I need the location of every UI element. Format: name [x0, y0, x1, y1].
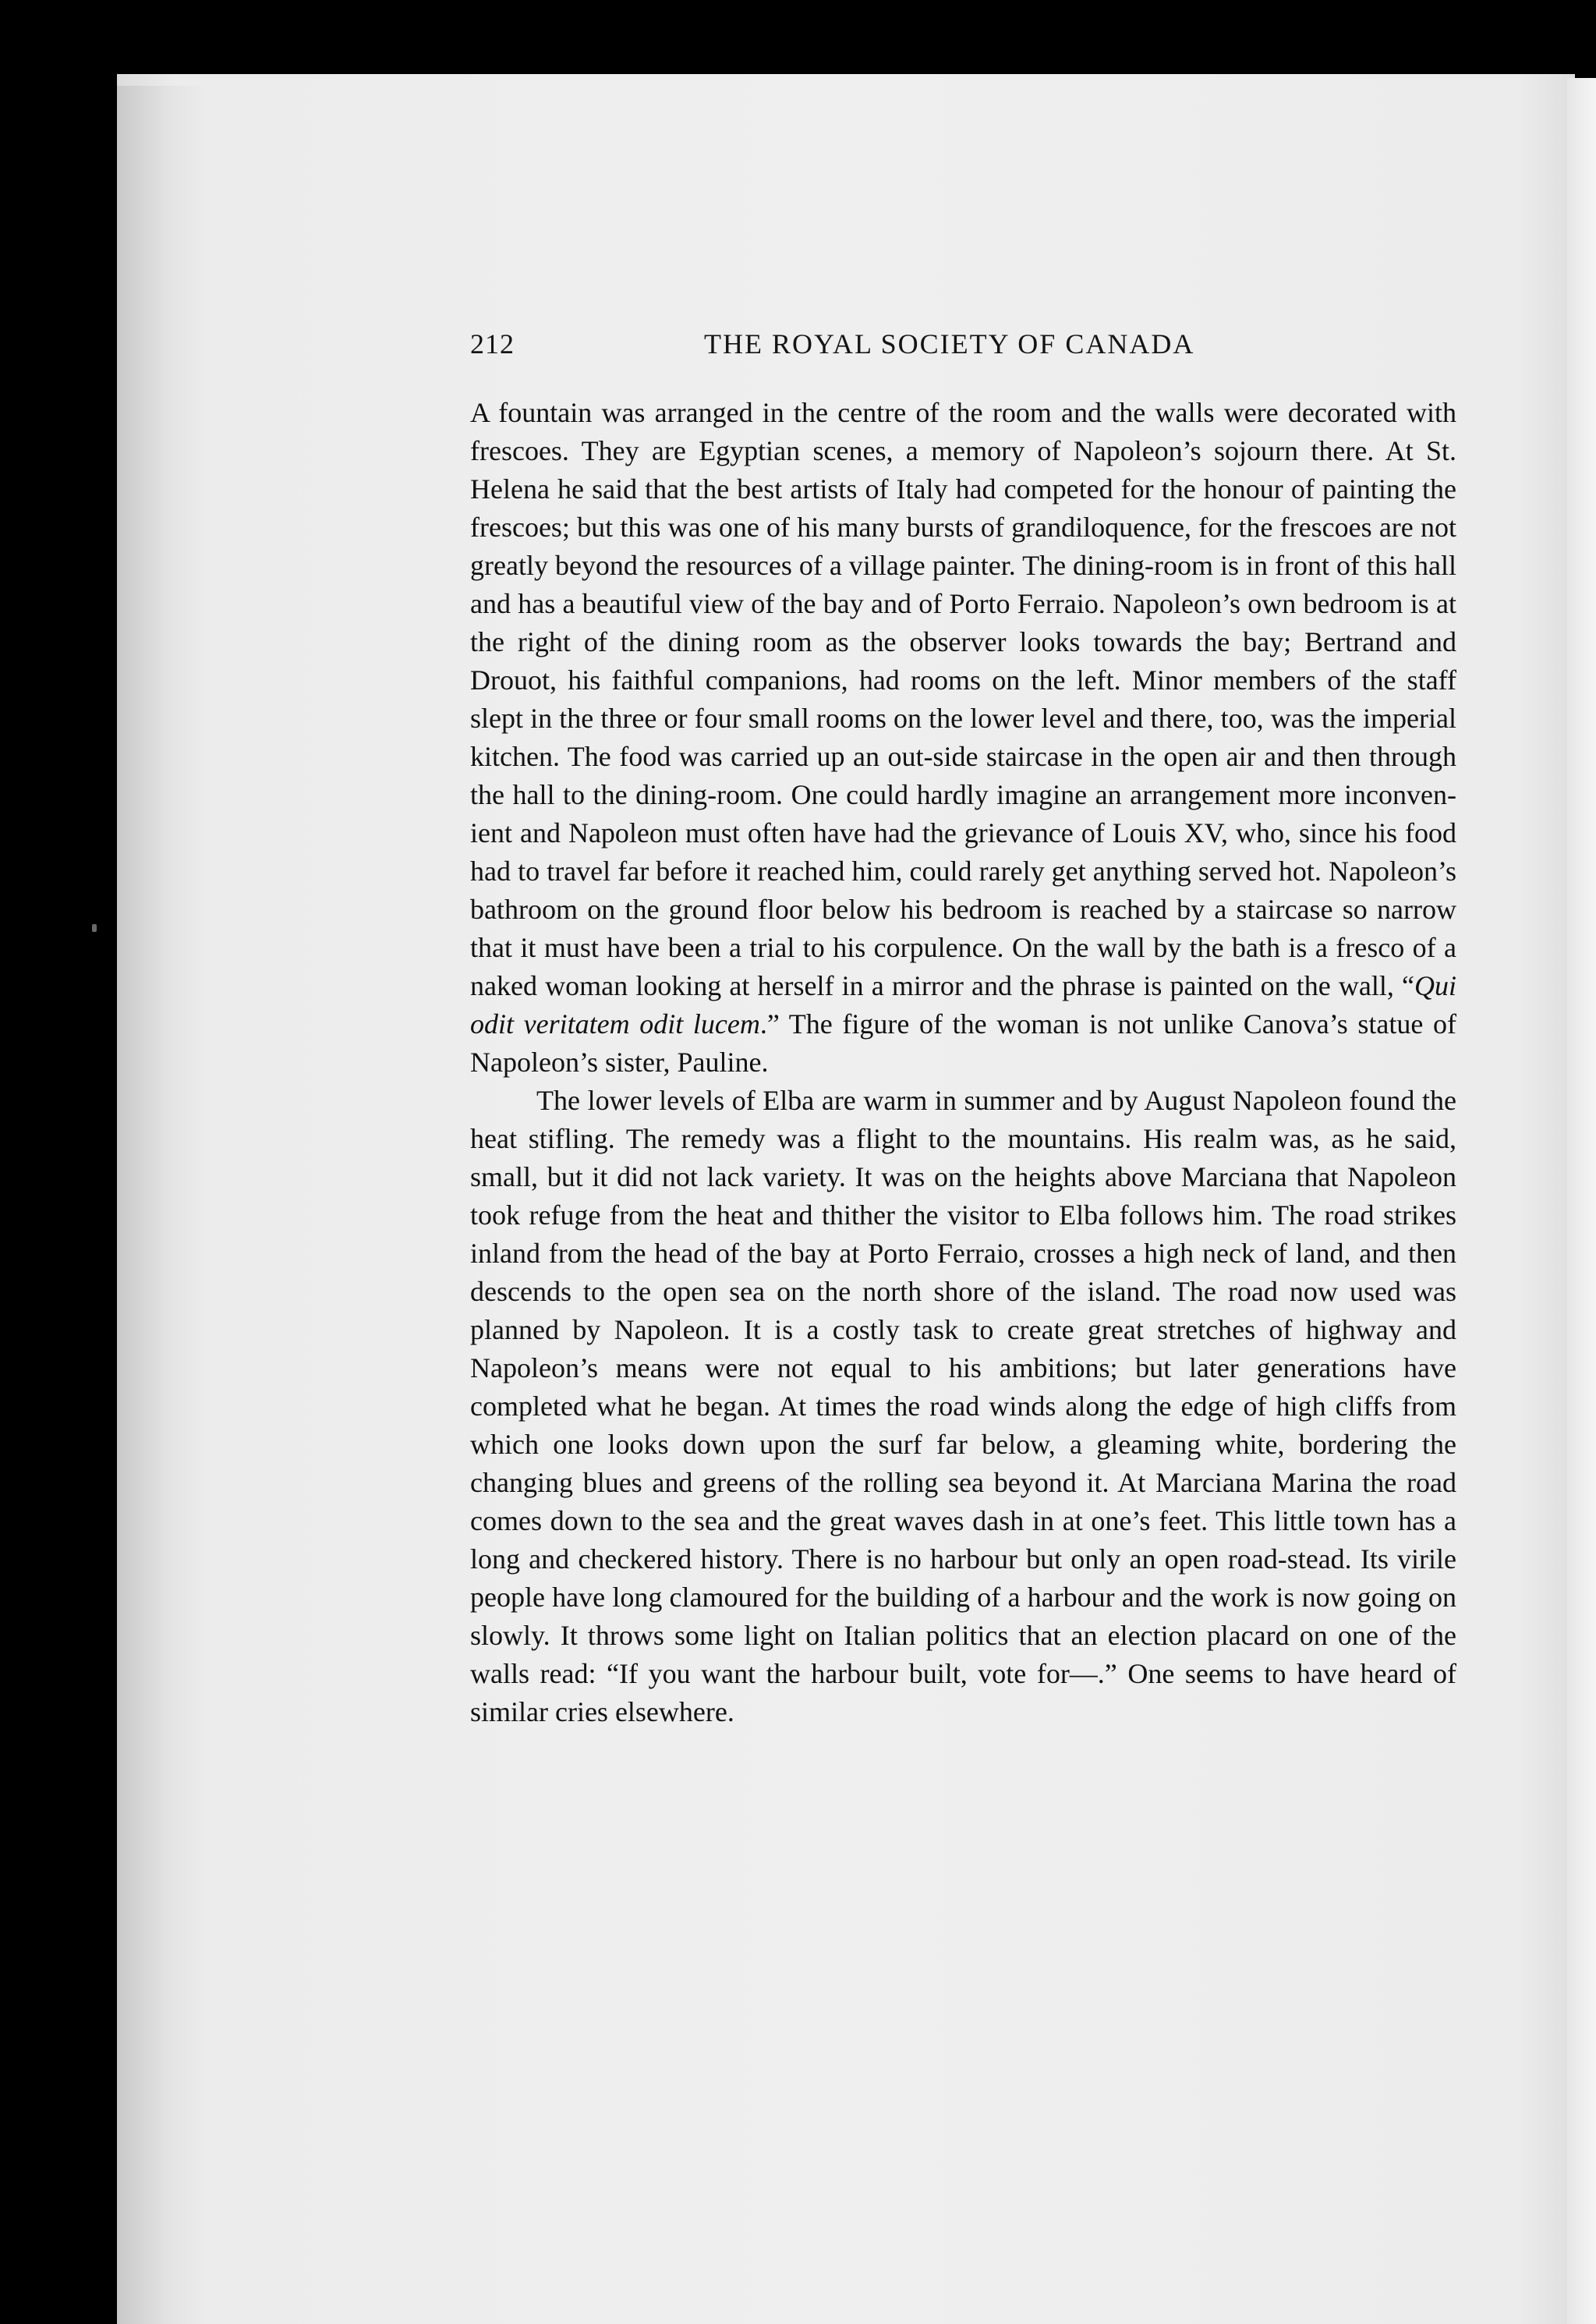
latin-phrase: Qui odit veritatem odit lucem [470, 970, 1456, 1040]
paragraph-elba-mountains: The lower levels of Elba are warm in summer and by August Napoleon found the heat stifling. The remedy was a flight to the mountains. His realm was, as he said, small, but it did not lack variety. It was on the heights above Marciana that Napoleon took refuge from the heat and thither the visitor to Elba follows him. The road strikes inland from the head of the bay at Porto Ferraio, crosses a high neck of land, and then descends to the open sea on the north shore of the island. The road now used was planned by Napoleon. It is a costly task to create great stretches of highway and Napoleon’s means were not equal to his ambitions; but later generations have completed what he began. At times the road winds along the edge of high cliffs from which one looks down upon the surf far below, a gleaming white, bordering the changing blues and greens of the rolling sea beyond it. At Marciana Marina the road comes down to the sea and the great waves dash in at one’s feet. This little town has a long and checkered history. There is no harbour but only an open road-stead. Its virile people have long clamoured for the building of a harbour and the work is now going on slowly. It throws some light on Italian politics that an election placard on one of the walls read: “If you want the harbour built, vote for—.” One seems to have heard of similar cries elsewhere. [470, 1085, 1456, 1727]
page-right-edge [1567, 78, 1596, 2324]
body-text [470, 394, 1456, 1731]
paragraph-text-continued: .” The figure of the woman is not unlike Canova’s statue of Napoleon’s sister, Pauline. [470, 1008, 1457, 1078]
page-number: 212 [470, 328, 515, 360]
scan-speck [92, 924, 97, 932]
paragraph-fountain-and-rooms [470, 394, 1456, 1082]
page-gutter-shadow [117, 86, 207, 2324]
paragraph-text: A fountain was arranged in the centre of the room and the walls were decorated with frescoes. They are Egyptian scenes, a memory of Napoleon’s sojourn there. At St. Helena he said that the best artists of Italy had competed for the honour of painting the frescoes; but this was one of his many bursts of grandiloquence, for the frescoes are not greatly beyond the resources of a village painter. The dining-room is in front of this hall and has a beautiful view of the bay and of Porto Ferraio. Napoleon’s own bedroom is at the right of the dining room as the observer looks towards the bay; Bertrand and Drouot, his faithful companions, had rooms on the left. Minor members of the staff slept in the three or four small rooms on the lower level and there, too, was the imperial kitchen. The food was carried up an out-side staircase in the open air and then through the hall to the dining-room. One could hardly imagine an arrangement more inconven-ient and Napoleon must often have had the grievance of Louis XV, who, since his food had to travel far before it reached him, could rarely get anything served hot. Napoleon’s bathroom on the ground floor below his bedroom is reached by a staircase so narrow that it must have been a trial to his corpulence. On the wall by the bath is a fresco of a naked woman looking at herself in a mirror and the phrase is painted on the wall, “ [470, 397, 1457, 1001]
journal-title: THE ROYAL SOCIETY OF CANADA [704, 328, 1195, 360]
running-header [470, 328, 1219, 363]
